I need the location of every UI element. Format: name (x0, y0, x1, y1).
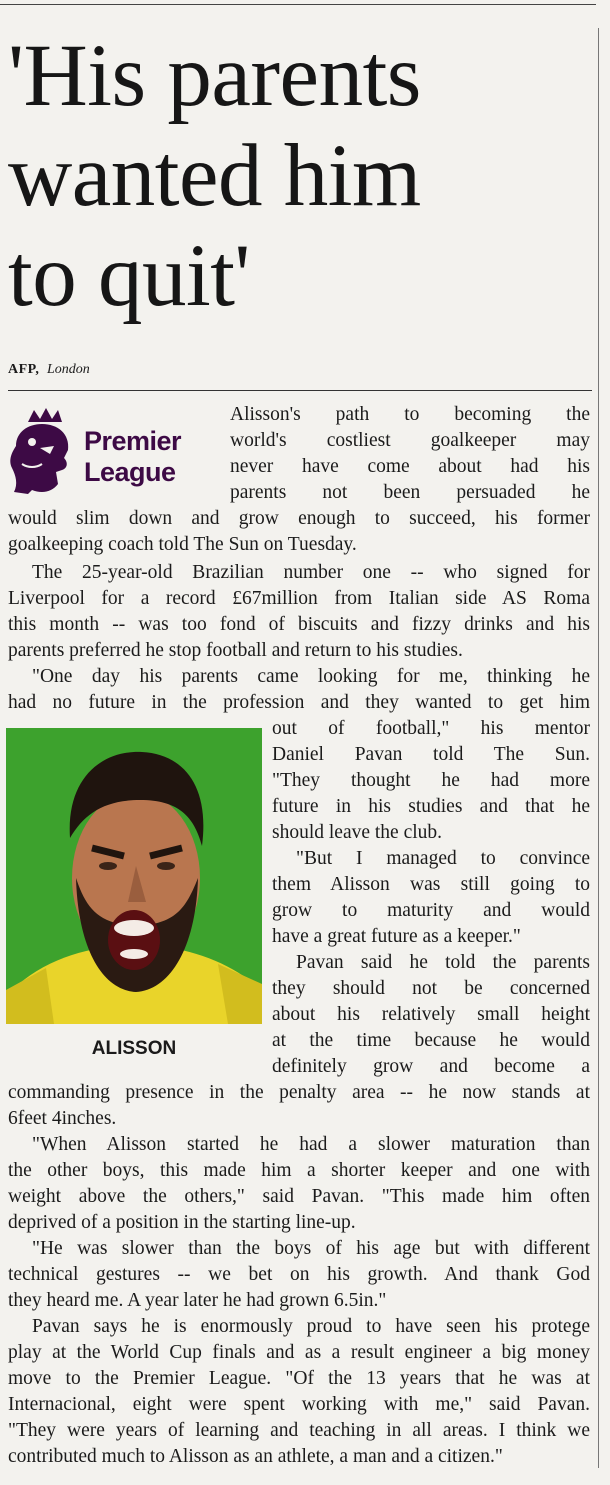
logo-word-premier: Premier (84, 426, 182, 456)
body-line: Pavan says he is enormously proud to have seen his protege (32, 1316, 590, 1337)
body-line: "But I managed to convince (296, 848, 590, 869)
logo-wordmark (84, 426, 181, 488)
body-line: goalkeeping coach told The Sun on Tuesday. (8, 534, 357, 555)
body-line: move to the Premier League. "Of the 13 years that he was at (8, 1368, 590, 1389)
body-line: had no future in the profession and they wanted to get him (8, 692, 590, 713)
headline-line-3: to quit' (8, 227, 250, 325)
byline-location: London (46, 362, 90, 377)
body-line: have a great future as a keeper." (272, 926, 521, 947)
body-line: Daniel Pavan told The Sun. (272, 744, 590, 765)
body-line: Pavan said he told the parents (296, 952, 590, 973)
body-line: weight above the others," said Pavan. "This made him often (8, 1186, 590, 1207)
body-line: out of football," his mentor (272, 718, 590, 739)
premier-league-logo (6, 406, 218, 502)
byline-divider (8, 390, 592, 391)
body-line: grow to maturity and would (272, 900, 590, 921)
byline-agency: AFP, (8, 362, 40, 377)
top-rule (0, 4, 596, 5)
body-line: Liverpool for a record £67million from Italian side AS Roma (8, 588, 590, 609)
body-line: definitely grow and become a (272, 1056, 590, 1077)
body-line: commanding presence in the penalty area -- he now stands at (8, 1082, 590, 1103)
body-line: deprived of a position in the starting line-up. (8, 1212, 356, 1233)
photo-caption: ALISSON (91, 1038, 177, 1059)
body-line: 6feet 4inches. (8, 1108, 117, 1129)
body-line: contributed much to Alisson as an athlete, a man and a citizen." (8, 1446, 503, 1467)
body-line: would slim down and grow enough to succeed, his former (8, 508, 590, 529)
body-line: parents preferred he stop football and return to his studies. (8, 640, 463, 661)
player-photo (6, 728, 262, 1024)
body-line: the other boys, this made him a shorter keeper and one with (8, 1160, 590, 1181)
body-line: technical gestures -- we bet on his growth. And thank God (8, 1264, 590, 1285)
column-rule (598, 28, 599, 1468)
body-line: this month -- was too fond of biscuits and fizzy drinks and his (8, 614, 590, 635)
body-line: should leave the club. (272, 822, 443, 843)
body-line: about his relatively small height (272, 1004, 590, 1025)
body-line: "They were years of learning and teaching in all areas. I think we (8, 1420, 590, 1441)
body-line: them Alisson was still going to (272, 874, 590, 895)
body-line: "He was slower than the boys of his age but with different (32, 1238, 590, 1259)
body-line: Alisson's path to becoming the (230, 404, 590, 425)
body-line: world's costliest goalkeeper may (230, 430, 590, 451)
body-line: The 25-year-old Brazilian number one -- who signed for (32, 562, 590, 583)
body-line: "They thought he had more (272, 770, 590, 791)
headline-line-1: 'His parents (8, 27, 421, 125)
body-line: Internacional, eight were spent working with me," said Pavan. (8, 1394, 590, 1415)
body-line: they heard me. A year later he had grown 6.5in." (8, 1290, 387, 1311)
body-line: "One day his parents came looking for me, thinking he (32, 666, 590, 687)
body-line: at the time because he would (272, 1030, 590, 1051)
headline-line-2: wanted him (8, 127, 421, 225)
body-line: parents not been persuaded he (230, 482, 590, 503)
lion-crest-icon (6, 406, 82, 502)
byline (8, 362, 90, 378)
body-line: "When Alisson started he had a slower maturation than (32, 1134, 590, 1155)
player-portrait-image (6, 728, 262, 1024)
body-line: never have come about had his (230, 456, 590, 477)
logo-word-league: League (84, 457, 176, 487)
body-line: they should not be concerned (272, 978, 590, 999)
body-line: future in his studies and that he (272, 796, 590, 817)
headline (8, 26, 598, 326)
body-line: play at the World Cup finals and as a result engineer a big money (8, 1342, 590, 1363)
